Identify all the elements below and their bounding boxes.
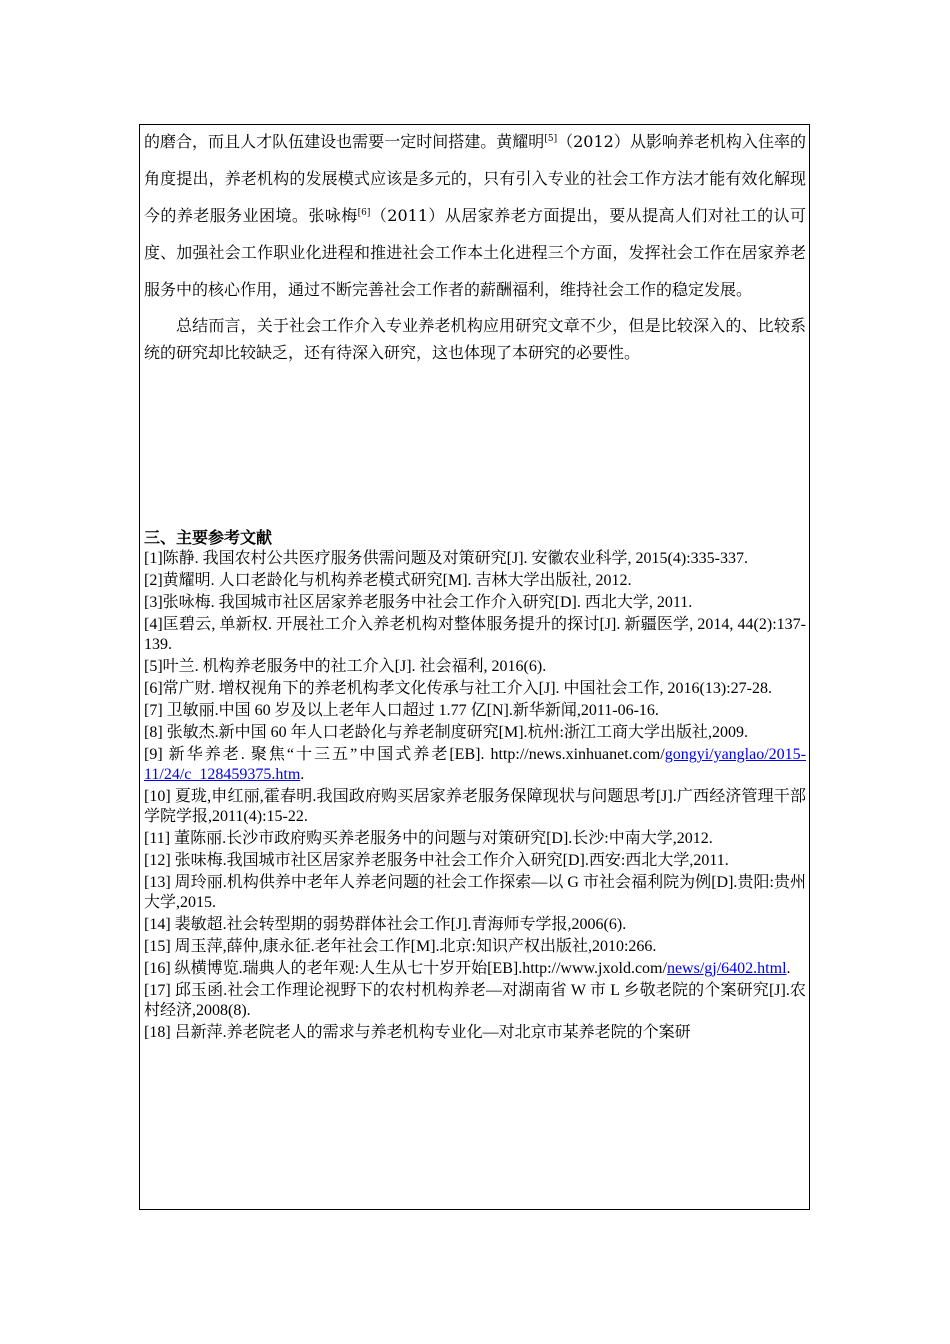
reference-item: [15] 周玉萍,薛仲,康永征.老年社会工作[M].北京:知识产权出版社,2010:266. [144,938,657,955]
reference-item: [10] 夏珑,申红丽,霍春明.我国政府购买居家养老服务保障现状与问题思考[J].广西经济管理干部学院学报,2011(4):15-22. [144,788,806,825]
reference-item [144,959,806,979]
reference-item: [13] 周玲丽.机构供养中老年人养老问题的社会工作探索—以 G 市社会福利院为例[D].贵阳:贵州大学,2015. [144,874,806,911]
reference-link[interactable]: gongyi/yanglao/2015-11/24/c_128459375.htm [144,746,806,783]
reference-item: [1]陈静. 我国农村公共医疗服务供需问题及对策研究[J]. 安徽农业科学, 2015(4):335-337. [144,550,748,567]
reference-text: . [300,766,305,783]
reference-item: [12] 张味梅.我国城市社区居家养老服务中社会工作介入研究[D].西安:西北大学,2011. [144,852,729,869]
document-table-cell [139,124,810,1210]
paragraph-text: （2012）从影响养老机构入住率的角度提出，养老机构的发展模式应该是多元的，只有引入专业的社会工作方法才能有效化解现今的养老服务业困境。张咏梅 [144,132,806,225]
paragraph-text: （2011）从居家养老方面提出，要从提高人们对社工的认可度、加强社会工作职业化进程和推进社会工作本土化进程三个方面，发挥社会工作在居家养老服务中的核心作用，通过不断完善社会工作者的薪酬福利，维持社会工作的稳定发展。 [144,206,806,299]
citation-marker: [5] [544,134,558,144]
reference-item: [11] 董陈丽.长沙市政府购买养老服务中的问题与对策研究[D].长沙:中南大学,2012. [144,830,713,847]
citation-marker: [6] [357,208,371,218]
reference-item: [8] 张敏杰.新中国 60 年人口老龄化与养老制度研究[M].杭州:浙江工商大学出版社,2009. [144,724,748,741]
body-paragraph-1 [144,124,806,308]
paragraph-text: 的磨合，而且人才队伍建设也需要一定时间搭建。黄耀明 [144,132,545,151]
reference-item: [6]常广财. 增权视角下的养老机构孝文化传承与社工介入[J]. 中国社会工作, 2016(13):27-28. [144,680,772,697]
reference-item: [18] 吕新萍.养老院老人的需求与养老机构专业化—对北京市某养老院的个案研 [144,1024,691,1041]
reference-item: [2]黄耀明. 人口老龄化与机构养老模式研究[M]. 吉林大学出版社, 2012. [144,572,632,589]
references-heading: 三、主要参考文献 [144,528,273,547]
body-paragraph-2: 总结而言，关于社会工作介入专业养老机构应用研究文章不少，但是比较深入的、比较系统的研究却比较缺乏，还有待深入研究，这也体现了本研究的必要性。 [144,316,806,362]
reference-text: . [786,960,791,977]
reference-text: [9] 新华养老. 聚焦“十三五”中国式养老[EB]. http://news.xinhuanet.com/ [144,746,665,763]
document-content [140,124,809,1043]
reference-item: [17] 邱玉函.社会工作理论视野下的农村机构养老—对湖南省 W 市 L 乡敬老院的个案研究[J].农村经济,2008(8). [144,982,806,1019]
reference-item: [14] 裴敏超.社会转型期的弱势群体社会工作[J].青海师专学报,2006(6). [144,916,627,933]
blank-space [144,366,806,527]
reference-item: [5]叶兰. 机构养老服务中的社工介入[J]. 社会福利, 2016(6). [144,658,547,675]
reference-item: [7] 卫敏丽.中国 60 岁及以上老年人口超过 1.77 亿[N].新华新闻,2011-06-16. [144,702,659,719]
reference-link[interactable]: news/gj/6402.html [666,960,787,977]
reference-item: [4]匡碧云, 单新权. 开展社工介入养老机构对整体服务提升的探讨[J]. 新疆医学, 2014, 44(2):137-139. [144,616,806,653]
reference-item [144,745,806,785]
reference-item: [3]张咏梅. 我国城市社区居家养老服务中社会工作介入研究[D]. 西北大学, 2011. [144,594,693,611]
reference-text: [16] 纵横博览.瑞典人的老年观:人生从七十岁开始[EB].http://www.jxold.com/ [144,960,667,977]
